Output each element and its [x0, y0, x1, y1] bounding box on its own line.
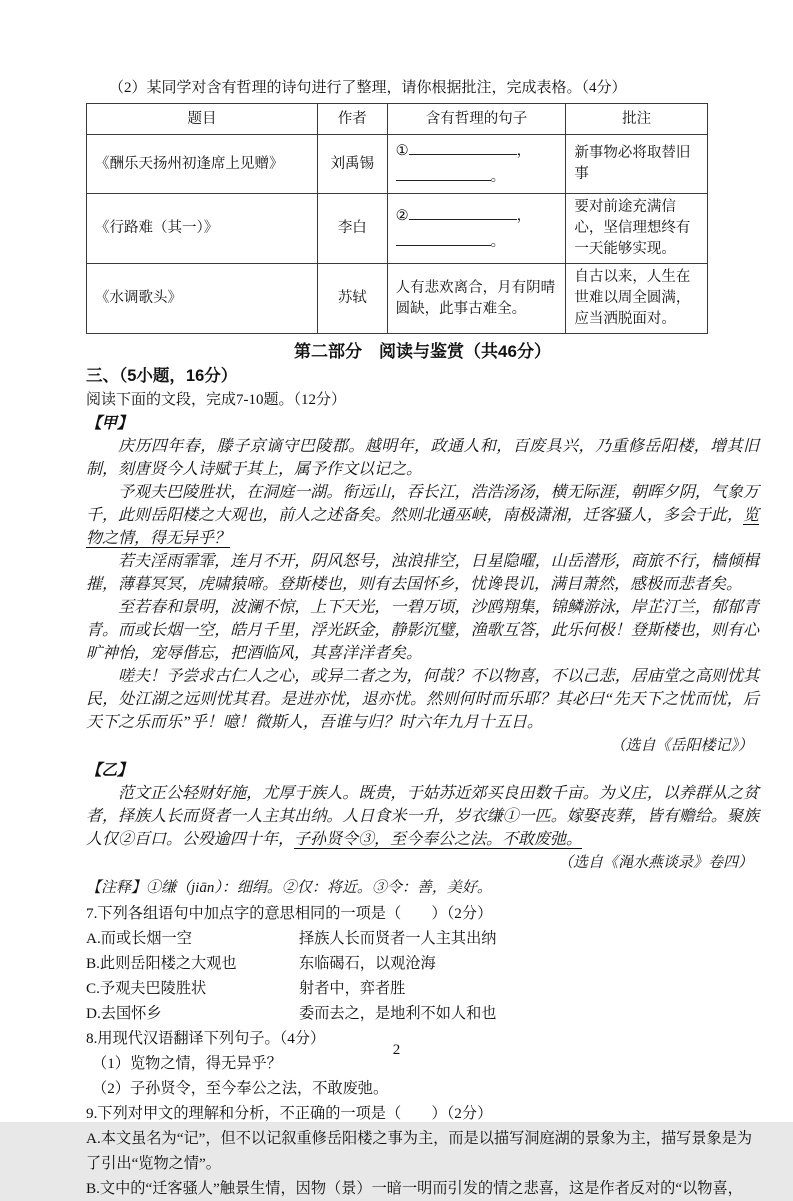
yi-p1-underlined: 子孙贤令③，至今奉公之法。不敢废弛。 — [294, 831, 583, 848]
question-8-item-1: （1）览物之情，得无异乎？ — [92, 1055, 282, 1072]
question-9-option-b: B.文中的“迁客骚人”触景生情，因物（景）一暗一明而引发的情之悲喜，这是作者反对的“以物喜， — [86, 1180, 743, 1197]
jia-paragraph-1: 庆历四年春，滕子京谪守巴陵郡。越明年，政通人和，百废具兴，乃重修岳阳楼，增其旧制，刻唐贤今人诗赋于其上，属予作文以记之。 — [86, 438, 759, 478]
question-8-item-2: （2）子孙贤令，至今奉公之法，不敢废弛。 — [92, 1080, 389, 1097]
note-cell: 要对前途充满信心，坚信理想终有一天能够实现。 — [566, 194, 708, 264]
poem-title: 《行路难（其一）》 — [87, 194, 318, 264]
table-row — [87, 135, 708, 194]
option-b-right: 东临碣石，以观沧海 — [299, 955, 436, 972]
question-7-stem: 7.下列各组语句中加点字的意思相同的一项是（ ）（2分） — [86, 905, 493, 922]
reading-instruction: 阅读下面的文段，完成7-10题。（12分） — [86, 392, 346, 408]
blank-line — [409, 140, 517, 155]
question-7-option-b — [86, 951, 759, 976]
question-7 — [86, 901, 759, 1026]
poem-title: 《水调歌头》 — [87, 264, 318, 334]
option-a-left: A.而或长烟一空 — [86, 930, 192, 947]
blank-line — [396, 166, 491, 181]
jia-paragraph-2 — [86, 481, 759, 550]
sentence-period: 。 — [490, 233, 506, 250]
poem-author: 李白 — [317, 194, 387, 264]
poem-philosophy-table — [86, 103, 708, 334]
option-b-left: B.此则岳阳楼之大观也 — [86, 955, 237, 972]
question-8-stem: 8.用现代汉语翻译下列句子。（4分） — [86, 1030, 326, 1047]
jia-source: （选自《岳阳楼记》） — [610, 738, 753, 754]
note-cell: 新事物必将取替旧事 — [566, 135, 708, 194]
yi-source: （选自《渑水燕谈录》卷四） — [557, 855, 753, 871]
option-d-left: D.去国怀乡 — [86, 1005, 162, 1022]
sentence-number: ② — [395, 207, 409, 224]
blank-line — [409, 205, 517, 220]
sentence-period: 。 — [490, 169, 506, 185]
page-number: 2 — [392, 1042, 401, 1058]
table-row — [87, 194, 708, 264]
task-intro-line: （2）某同学对含有哲理的诗句进行了整理，请你根据批注，完成表格。（4分） — [109, 80, 627, 96]
jia-p2-underlined: 览物之情，得无异乎？ — [86, 507, 759, 547]
jia-paragraph-5: 嗟夫！予尝求古仁人之心，或异二者之为，何哉？不以物喜，不以己悲，居庙堂之高则忧其民，处江湖之远则忧其君。是进亦忧，退亦忧。然则何时而乐耶？其必曰“先天下之忧而忧，后天下之乐而乐”乎！噫！微斯人，吾谁与归？时六年九月十五日。 — [86, 668, 759, 731]
yi-paragraph-1 — [86, 782, 759, 851]
part-three-title: 三、（5小题，16分） — [86, 367, 238, 385]
question-9-stem: 9.下列对甲文的理解和分析，不正确的一项是（ ）（2分） — [86, 1105, 493, 1122]
sentence-comma: ， — [516, 207, 532, 224]
jia-p2-main: 予观夫巴陵胜状，在洞庭一湖。衔远山，吞长江，浩浩汤汤，横无际涯，朝晖夕阴，气象万千，此则岳阳楼之大观也，前人之述备矣。然则北通巫峡，南极潇湘，迁客骚人，多会于此， — [86, 484, 759, 524]
passage-yi-text — [86, 782, 759, 851]
question-8 — [86, 1026, 759, 1101]
poem-title: 《酬乐天扬州初逢席上见赠》 — [87, 135, 318, 194]
poem-author: 苏轼 — [317, 264, 387, 334]
jia-paragraph-4: 至若春和景明，波澜不惊，上下天光，一碧万顷，沙鸥翔集，锦鳞游泳，岸芷汀兰，郁郁青青。而或长烟一空，皓月千里，浮光跃金，静影沉璧，渔歌互答，此乐何极！登斯楼也，则有心旷神怡，宠辱偕忘，把酒临风，其喜洋洋者矣。 — [86, 599, 759, 662]
passage-jia-text — [86, 435, 759, 734]
blank-line — [396, 231, 491, 246]
table-row — [87, 264, 708, 334]
sentence-cell — [387, 135, 566, 194]
question-7-option-c — [86, 976, 759, 1001]
sentence-cell — [387, 194, 566, 264]
passage-yi-label: 【乙】 — [86, 762, 133, 779]
option-c-left: C.予观夫巴陵胜状 — [86, 980, 207, 997]
option-c-right: 射者中，弈者胜 — [299, 980, 406, 997]
header-author: 作者 — [317, 104, 387, 135]
header-sentence: 含有哲理的句子 — [387, 104, 566, 135]
yi-p1-main: 范文正公轻财好施，尤厚于族人。既贵，于姑苏近郊买良田数千亩。为义庄，以养群从之贫者，择族人长而贤者一人主其出纳。人日食米一升，岁衣缣①一匹。嫁娶丧葬，皆有赡给。聚族人仅②百口。公殁逾四十年， — [86, 785, 759, 848]
annotation-line: 【注释】①缣（jiān）：细绢。②仅：将近。③令：善，美好。 — [86, 880, 492, 896]
sentence-number: ① — [395, 143, 409, 159]
question-7-option-d — [86, 1001, 759, 1026]
table-header-row — [87, 104, 708, 135]
option-a-right: 择族人长而贤者一人主其出纳 — [299, 930, 497, 947]
passage-jia-label: 【甲】 — [86, 415, 133, 432]
option-d-right: 委而去之，是地利不如人和也 — [299, 1005, 497, 1022]
poem-author: 刘禹锡 — [317, 135, 387, 194]
jia-paragraph-3: 若夫淫雨霏霏，连月不开，阴风怒号，浊浪排空，日星隐曜，山岳潜形，商旅不行，樯倾楫摧，薄暮冥冥，虎啸猿啼。登斯楼也，则有去国怀乡，忧谗畏讥，满目萧然，感极而悲者矣。 — [86, 553, 759, 593]
question-9 — [86, 1101, 759, 1201]
sentence-comma: ， — [516, 143, 532, 159]
note-cell: 自古以来，人生在世难以周全圆满，应当洒脱面对。 — [566, 264, 708, 334]
question-9-option-a: A.本文虽名为“记”，但不以记叙重修岳阳楼之事为主，而是以描写洞庭湖的景象为主，描写景象是为了引出“览物之情”。 — [86, 1130, 753, 1172]
sentence-cell: 人有悲欢离合，月有阴晴圆缺，此事古难全。 — [387, 264, 566, 334]
header-title: 题目 — [87, 104, 318, 135]
section-two-title: 第二部分 阅读与鉴赏（共46分） — [294, 342, 551, 361]
header-note: 批注 — [566, 104, 708, 135]
question-7-option-a — [86, 926, 759, 951]
